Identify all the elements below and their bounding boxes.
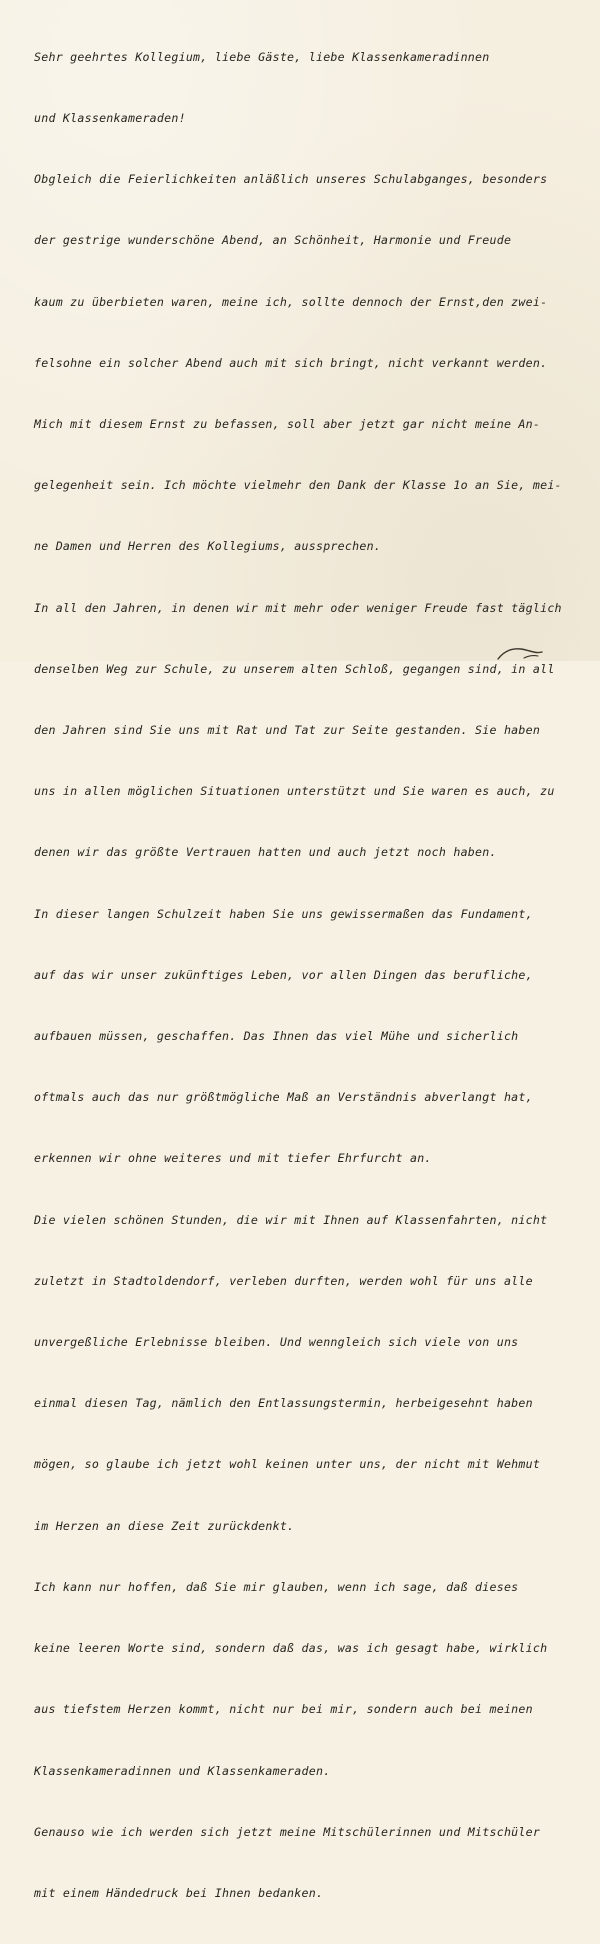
letter-line: denen wir das größte Vertrauen hatten und auch jetzt noch haben. — [34, 845, 497, 860]
letter-line: Die vielen schönen Stunden, die wir mit Ihnen auf Klassenfahrten, nicht — [34, 1212, 548, 1227]
letter-line: der gestrige wunderschöne Abend, an Schönheit, Harmonie und Freude — [34, 233, 512, 248]
signature-stroke — [494, 640, 554, 661]
letter-line: gelegenheit sein. Ich möchte vielmehr den Dank der Klasse 1o an Sie, mei- — [34, 478, 562, 493]
letter-line: erkennen wir ohne weiteres und mit tiefer Ehrfurcht an. — [34, 1151, 432, 1166]
letter-line: mögen, so glaube ich jetzt wohl keinen unter uns, der nicht mit Wehmut — [34, 1457, 541, 1472]
letter-line: aufbauen müssen, geschaffen. Das Ihnen das viel Mühe und sicherlich — [34, 1029, 519, 1044]
letter-line: Klassenkameradinnen und Klassenkameraden. — [34, 1763, 331, 1778]
letter-line: den Jahren sind Sie uns mit Rat und Tat zur Seite gestanden. Sie haben — [34, 723, 541, 738]
letter-line: Ich kann nur hoffen, daß Sie mir glauben, wenn ich sage, daß dieses — [34, 1579, 519, 1594]
letter-line: kaum zu überbieten waren, meine ich, sollte dennoch der Ernst,den zwei- — [34, 294, 548, 309]
letter-line: Mich mit diesem Ernst zu befassen, soll aber jetzt gar nicht meine An- — [34, 417, 541, 432]
letter-line: zuletzt in Stadtoldendorf, verleben durften, werden wohl für uns alle — [34, 1273, 533, 1288]
letter-line: mit einem Händedruck bei Ihnen bedanken. — [34, 1885, 324, 1900]
letter-line: Sehr geehrtes Kollegium, liebe Gäste, liebe Klassenkameradinnen — [34, 49, 490, 64]
letter-line: Genauso wie ich werden sich jetzt meine Mitschülerinnen und Mitschüler — [34, 1824, 541, 1839]
letter-line: oftmals auch das nur größtmögliche Maß an Verständnis abverlangt hat, — [34, 1090, 533, 1105]
letter-body — [34, 6, 600, 1944]
letter-line: keine leeren Worte sind, sondern daß das, was ich gesagt habe, wirklich — [34, 1641, 548, 1656]
letter-line: Obgleich die Feierlichkeiten anläßlich unseres Schulabganges, besonders — [34, 172, 548, 187]
letter-line: auf das wir unser zukünftiges Leben, vor allen Dingen das berufliche, — [34, 967, 533, 982]
letter-line: und Klassenkameraden! — [34, 111, 186, 126]
letter-line: In all den Jahren, in denen wir mit mehr oder weniger Freude fast täglich — [34, 600, 562, 615]
letter-line: einmal diesen Tag, nämlich den Entlassungstermin, herbeigesehnt haben — [34, 1396, 533, 1411]
letter-line: felsohne ein solcher Abend auch mit sich bringt, nicht verkannt werden. — [34, 355, 548, 370]
letter-line: In dieser langen Schulzeit haben Sie uns gewissermaßen das Fundament, — [34, 906, 533, 921]
letter-line: ne Damen und Herren des Kollegiums, aussprechen. — [34, 539, 382, 554]
letter-line: unvergeßliche Erlebnisse bleiben. Und wenngleich sich viele von uns — [34, 1335, 519, 1350]
letter-line: aus tiefstem Herzen kommt, nicht nur bei mir, sondern auch bei meinen — [34, 1702, 533, 1717]
letter-line: denselben Weg zur Schule, zu unserem alten Schloß, gegangen sind, in all — [34, 661, 555, 676]
letter-line: uns in allen möglichen Situationen unterstützt und Sie waren es auch, zu — [34, 784, 555, 799]
letter-line: im Herzen an diese Zeit zurückdenkt. — [34, 1518, 295, 1533]
